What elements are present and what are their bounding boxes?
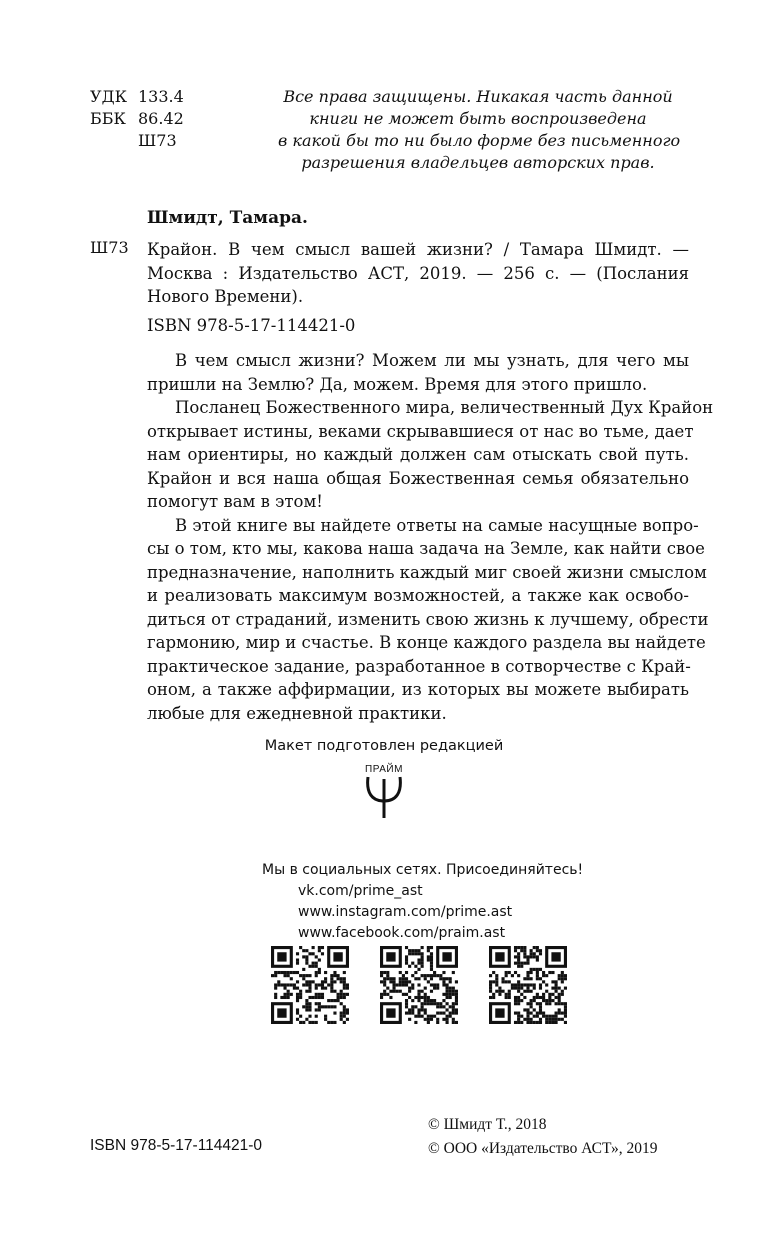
biblio-line: Крайон. В чем смысл вашей жизни? / Тамара Шмидт. — <box>147 240 689 259</box>
annotation-line: оном, а также аффирмации, из которых вы можете выбирать <box>147 680 689 699</box>
annotation <box>147 349 714 725</box>
rights-line: в какой бы то ни было форме без письменного <box>278 131 681 150</box>
social-link-facebook[interactable]: www.facebook.com/praim.ast <box>298 925 506 941</box>
annotation-line: любые для ежедневной практики. <box>147 703 447 723</box>
biblio-line: Москва : Издательство АСТ, 2019. — 256 с. — (Послания <box>147 263 689 283</box>
social-link-vk[interactable]: vk.com/prime_ast <box>298 883 423 899</box>
social-heading: Мы в социальных сетях. Присоединяйтесь! <box>262 862 584 878</box>
catalog-code: Ш73 <box>90 238 129 257</box>
rights-line: разрешения владельцев авторских прав. <box>301 153 655 172</box>
copyright-line: © ООО «Издательство АСТ», 2019 <box>428 1140 658 1157</box>
annotation-line: диться от страданий, изменить свою жизнь к лучшему, обрести <box>147 609 709 629</box>
author-mark-row <box>90 130 184 152</box>
praim-logo <box>354 764 414 823</box>
logo-word: ПРАЙМ <box>365 764 403 775</box>
annotation-line: практическое задание, разработанное в сотворчестве с Край- <box>147 656 691 676</box>
annotation-line: открывает истины, веками скрывавшиеся от нас во тьме, дает <box>147 421 694 441</box>
annotation-line: В чем смысл жизни? Можем ли мы узнать, для чего мы <box>175 351 689 370</box>
annotation-line: нам ориентиры, но каждый должен сам отыскать свой путь. <box>147 445 689 464</box>
author-heading: Шмидт, Тамара. <box>147 208 308 228</box>
annotation-line: Посланец Божественного мира, величественный Дух Крайон <box>175 398 714 417</box>
rights-line: книги не может быть воспроизведена <box>309 109 647 128</box>
catalog-codes <box>90 86 184 152</box>
social-block <box>262 860 583 944</box>
editorial-credit: Макет подготовлен редакцией <box>264 738 504 754</box>
copyright-line: © Шмидт Т., 2018 <box>428 1116 547 1133</box>
author-mark-value: Ш73 <box>138 131 177 150</box>
biblio-line: Нового Времени). <box>147 287 304 306</box>
annotation-line: предназначение, наполнить каждый миг своей жизни смыслом <box>147 562 707 582</box>
annotation-line: помогут вам в этом! <box>147 492 323 511</box>
social-link-instagram[interactable]: www.instagram.com/prime.ast <box>298 904 513 920</box>
isbn-bottom: ISBN 978-5-17-114421-0 <box>90 1137 263 1154</box>
udk-label: УДК <box>90 87 127 106</box>
copyright-block <box>428 1113 658 1161</box>
author-mark-label <box>90 130 138 152</box>
qr-code-icon <box>380 946 458 1024</box>
bbk-value: 86.42 <box>138 109 184 128</box>
annotation-line: сы о том, кто мы, какова наша задача на Земле, как найти свое <box>147 539 705 558</box>
rights-line: Все права защищены. Никакая часть данной <box>283 87 673 106</box>
qr-code-icon <box>489 946 567 1024</box>
psi-logo-icon <box>362 775 406 819</box>
qr-code-icon <box>271 946 349 1024</box>
annotation-line: гармонию, мир и счастье. В конце каждого раздела вы найдете <box>147 633 706 652</box>
bbk-label: ББК <box>90 109 126 128</box>
annotation-line: и реализовать максимум возможностей, а также как освобо- <box>147 586 689 605</box>
rights-notice <box>278 86 681 174</box>
isbn-main: ISBN 978-5-17-114421-0 <box>147 316 356 335</box>
bibliographic-description <box>147 238 689 309</box>
annotation-line: Крайон и вся наша общая Божественная семья обязательно <box>147 468 689 488</box>
udk-row <box>90 86 184 108</box>
udk-value: 133.4 <box>138 87 184 106</box>
annotation-line: В этой книге вы найдете ответы на самые насущные вопро- <box>175 515 699 535</box>
bbk-row <box>90 108 184 130</box>
annotation-line: пришли на Землю? Да, можем. Время для этого пришло. <box>147 374 648 394</box>
